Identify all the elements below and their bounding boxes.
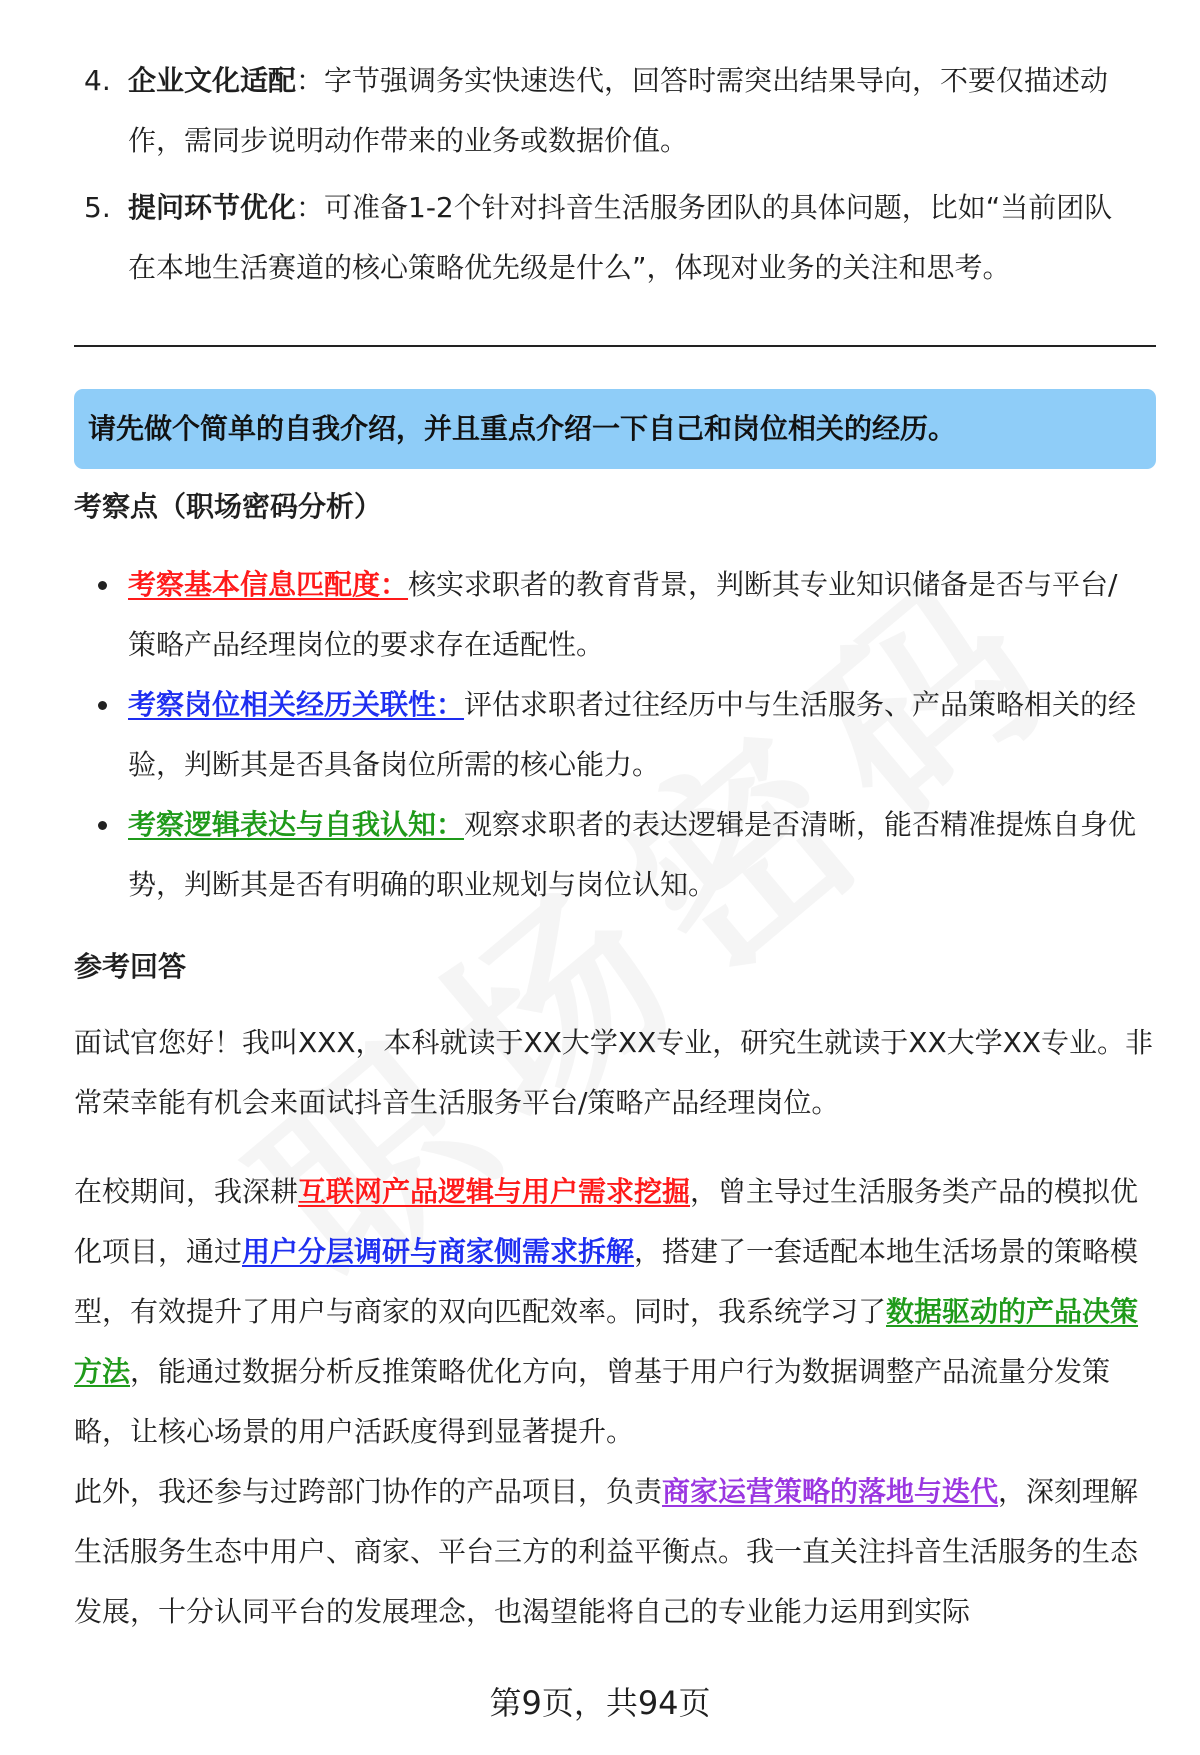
point-text: 核实求职者的教育背景，判断其专业知识储备是否与平台/策略产品经理岗位的要求存在适配性。 — [128, 568, 1118, 661]
bullet-dot-icon — [98, 821, 107, 830]
bullet-dot-icon — [98, 701, 107, 710]
list-item-title: 企业文化适配 — [128, 64, 297, 97]
point-label: 考察逻辑表达与自我认知： — [128, 808, 465, 841]
highlight-text: 数据驱动的产品决策方法 — [74, 1295, 1139, 1388]
text-run: ，曾主导过生活服务类产品的模拟优化项目，通过 — [74, 1175, 1139, 1268]
answer-heading: 参考回答 — [74, 950, 187, 983]
text-run: ，搭建了一套适配本地生活场景的策略模型，有效提升了用户与商家的双向匹配效率。同时，我系统学习了 — [74, 1235, 1139, 1328]
highlight-text: 商家运营策略的落地与迭代 — [662, 1475, 999, 1508]
highlight-text: 互联网产品逻辑与用户需求挖掘 — [298, 1175, 691, 1208]
bullet-dot-icon — [98, 581, 107, 590]
answer-paragraph — [74, 1462, 1156, 1642]
point-text: 观察求职者的表达逻辑是否清晰，能否精准提炼自身优势，判断其是否有明确的职业规划与岗位认知。 — [128, 808, 1137, 901]
page-number: 第9页，共94页 — [489, 1684, 711, 1722]
highlight-text: 用户分层调研与商家侧需求拆解 — [242, 1235, 635, 1268]
question-box: 请先做个简单的自我介绍，并且重点介绍一下自己和岗位相关的经历。 — [74, 389, 1156, 469]
list-item-text: ：可准备1-2个针对抖音生活服务团队的具体问题，比如“当前团队在本地生活赛道的核心策略优先级是什么”，体现对业务的关注和思考。 — [128, 191, 1113, 284]
text-run: 在校期间，我深耕 — [74, 1175, 299, 1208]
text-run: ，深刻理解生活服务生态中用户、商家、平台三方的利益平衡点。我一直关注抖音生活服务的生态发展，十分认同平台的发展理念，也渴望能将自己的专业能力运用到实际 — [74, 1475, 1139, 1628]
answer-paragraph: 面试官您好！我叫XXX，本科就读于XX大学XX专业，研究生就读于XX大学XX专业。非常荣幸能有机会来面试抖音生活服务平台/策略产品经理岗位。 — [74, 1026, 1154, 1119]
text-run: ，能通过数据分析反推策略优化方向，曾基于用户行为数据调整产品流量分发策略，让核心场景的用户活跃度得到显著提升。 — [74, 1355, 1111, 1448]
answer-paragraph — [74, 1162, 1156, 1462]
list-number: 5. — [84, 191, 111, 224]
section-divider — [74, 345, 1156, 347]
point-text: 评估求职者过往经历中与生活服务、产品策略相关的经验，判断其是否具备岗位所需的核心能力。 — [128, 688, 1137, 781]
point-label: 考察岗位相关经历关联性： — [128, 688, 465, 721]
list-item-text: ：字节强调务实快速迭代，回答时需突出结果导向，不要仅描述动作，需同步说明动作带来的业务或数据价值。 — [128, 64, 1109, 157]
text-run: 此外，我还参与过跨部门协作的产品项目，负责 — [74, 1475, 663, 1508]
analysis-heading: 考察点（职场密码分析） — [74, 490, 383, 523]
list-number: 4. — [84, 64, 111, 97]
point-label: 考察基本信息匹配度： — [128, 568, 409, 601]
list-item-title: 提问环节优化 — [128, 191, 297, 224]
